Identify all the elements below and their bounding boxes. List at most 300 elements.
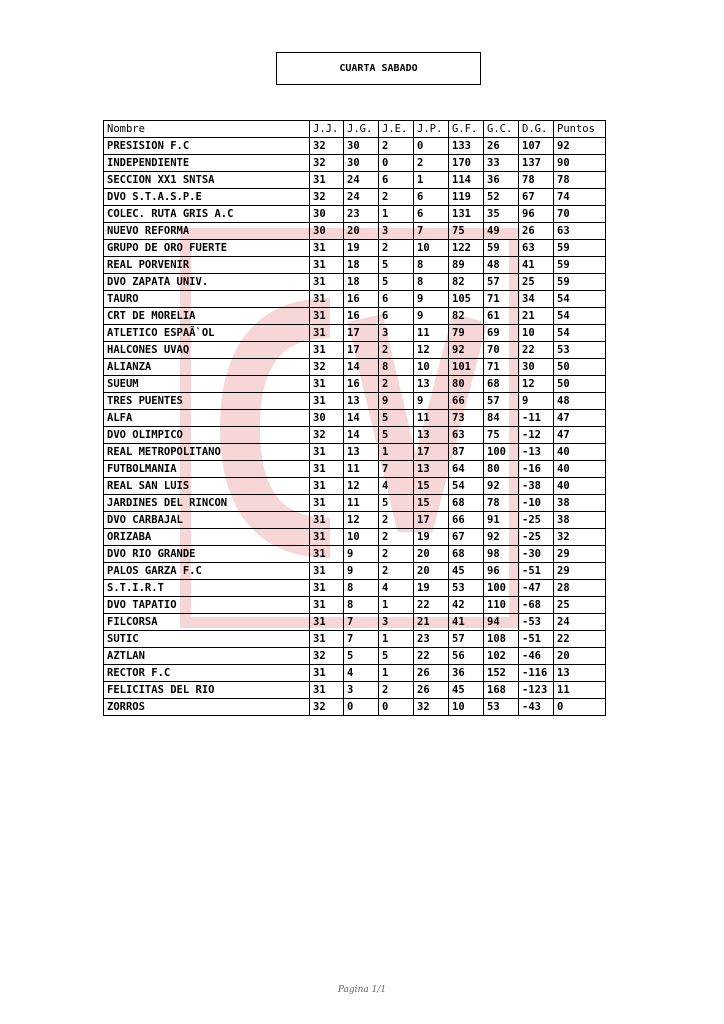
stat-cell: 35: [484, 206, 519, 223]
stat-cell: 2: [379, 682, 414, 699]
table-row: [104, 223, 606, 240]
stat-cell: 1: [414, 172, 449, 189]
stat-cell: 3: [379, 614, 414, 631]
stat-cell: 137: [519, 155, 554, 172]
stat-cell: 32: [310, 648, 344, 665]
stat-cell: 10: [414, 359, 449, 376]
stat-cell: 75: [484, 427, 519, 444]
stat-cell: 53: [554, 342, 606, 359]
stat-cell: 23: [414, 631, 449, 648]
stat-cell: 68: [449, 546, 484, 563]
stat-cell: 15: [414, 495, 449, 512]
stat-cell: 92: [484, 529, 519, 546]
stat-cell: 45: [449, 682, 484, 699]
table-row: [104, 410, 606, 427]
team-name-cell: INDEPENDIENTE: [104, 155, 310, 172]
stat-cell: 98: [484, 546, 519, 563]
stat-cell: 59: [484, 240, 519, 257]
stat-cell: 25: [519, 274, 554, 291]
stat-cell: 9: [519, 393, 554, 410]
stat-cell: 16: [344, 291, 379, 308]
stat-cell: 12: [519, 376, 554, 393]
stat-cell: 26: [414, 665, 449, 682]
team-name-cell: DVO TAPATIO: [104, 597, 310, 614]
stat-cell: 22: [414, 648, 449, 665]
stat-cell: 8: [379, 359, 414, 376]
stat-cell: 9: [344, 546, 379, 563]
team-name-cell: REAL METROPOLITANO: [104, 444, 310, 461]
table-row: [104, 308, 606, 325]
stat-cell: 0: [379, 699, 414, 716]
stat-cell: 16: [344, 308, 379, 325]
team-name-cell: TAURO: [104, 291, 310, 308]
stat-cell: 5: [379, 495, 414, 512]
stat-cell: 53: [484, 699, 519, 716]
stat-cell: 2: [379, 189, 414, 206]
table-row: [104, 155, 606, 172]
stat-cell: 2: [379, 240, 414, 257]
stat-cell: 67: [519, 189, 554, 206]
stat-cell: 17: [344, 325, 379, 342]
stat-cell: 4: [344, 665, 379, 682]
stat-cell: 68: [484, 376, 519, 393]
stat-cell: 24: [344, 189, 379, 206]
stat-cell: 32: [554, 529, 606, 546]
stat-cell: 79: [449, 325, 484, 342]
stat-cell: -11: [519, 410, 554, 427]
stat-cell: 24: [554, 614, 606, 631]
team-name-cell: ALIANZA: [104, 359, 310, 376]
stat-cell: -25: [519, 529, 554, 546]
stat-cell: 13: [414, 376, 449, 393]
table-row: [104, 546, 606, 563]
stat-cell: 59: [554, 257, 606, 274]
table-row: [104, 682, 606, 699]
stat-cell: 9: [414, 393, 449, 410]
stat-cell: -53: [519, 614, 554, 631]
stat-cell: 78: [554, 172, 606, 189]
stat-cell: 119: [449, 189, 484, 206]
stat-cell: 30: [344, 138, 379, 155]
table-row: [104, 172, 606, 189]
stat-cell: 14: [344, 427, 379, 444]
stat-cell: 8: [344, 597, 379, 614]
stat-cell: 17: [414, 512, 449, 529]
stat-cell: 12: [344, 512, 379, 529]
stat-cell: 108: [484, 631, 519, 648]
column-header: J.P.: [414, 121, 449, 138]
stat-cell: 31: [310, 597, 344, 614]
stat-cell: 54: [554, 291, 606, 308]
stat-cell: 32: [310, 155, 344, 172]
stat-cell: 21: [519, 308, 554, 325]
team-name-cell: SUEUM: [104, 376, 310, 393]
stat-cell: 2: [379, 529, 414, 546]
stat-cell: 71: [484, 291, 519, 308]
stat-cell: 2: [379, 563, 414, 580]
team-name-cell: ORIZABA: [104, 529, 310, 546]
stat-cell: 96: [519, 206, 554, 223]
table-row: [104, 512, 606, 529]
stat-cell: -51: [519, 631, 554, 648]
stat-cell: 0: [414, 138, 449, 155]
team-name-cell: TRES PUENTES: [104, 393, 310, 410]
stat-cell: 87: [449, 444, 484, 461]
stat-cell: 25: [554, 597, 606, 614]
stat-cell: 13: [414, 427, 449, 444]
stat-cell: 31: [310, 274, 344, 291]
stat-cell: 47: [554, 410, 606, 427]
stat-cell: 82: [449, 308, 484, 325]
stat-cell: 31: [310, 240, 344, 257]
stat-cell: 70: [554, 206, 606, 223]
stat-cell: 31: [310, 461, 344, 478]
stat-cell: 30: [310, 223, 344, 240]
stat-cell: 66: [449, 512, 484, 529]
stat-cell: 32: [310, 699, 344, 716]
stat-cell: 78: [484, 495, 519, 512]
stat-cell: 100: [484, 580, 519, 597]
stat-cell: 122: [449, 240, 484, 257]
stat-cell: 23: [344, 206, 379, 223]
stat-cell: -46: [519, 648, 554, 665]
stat-cell: 131: [449, 206, 484, 223]
table-row: [104, 699, 606, 716]
stat-cell: 74: [554, 189, 606, 206]
stat-cell: 17: [414, 444, 449, 461]
stat-cell: 19: [414, 529, 449, 546]
table-row: [104, 495, 606, 512]
table-row: [104, 359, 606, 376]
team-name-cell: GRUPO DE ORO FUERTE: [104, 240, 310, 257]
stat-cell: 2: [414, 155, 449, 172]
stat-cell: 66: [449, 393, 484, 410]
table-row: [104, 427, 606, 444]
stat-cell: 20: [414, 563, 449, 580]
stat-cell: 80: [449, 376, 484, 393]
stat-cell: 6: [379, 291, 414, 308]
stat-cell: 9: [414, 308, 449, 325]
stat-cell: 84: [484, 410, 519, 427]
stat-cell: 90: [554, 155, 606, 172]
stat-cell: 168: [484, 682, 519, 699]
stat-cell: 56: [449, 648, 484, 665]
stat-cell: 48: [554, 393, 606, 410]
table-row: [104, 257, 606, 274]
stat-cell: 29: [554, 563, 606, 580]
stat-cell: 100: [484, 444, 519, 461]
team-name-cell: AZTLAN: [104, 648, 310, 665]
table-row: [104, 563, 606, 580]
column-header: Nombre: [104, 121, 310, 138]
table-row: [104, 376, 606, 393]
table-row: [104, 580, 606, 597]
stat-cell: -51: [519, 563, 554, 580]
stat-cell: -43: [519, 699, 554, 716]
stat-cell: 30: [519, 359, 554, 376]
stat-cell: 31: [310, 325, 344, 342]
stat-cell: 32: [310, 359, 344, 376]
stat-cell: 41: [449, 614, 484, 631]
stat-cell: 2: [379, 512, 414, 529]
table-row: [104, 342, 606, 359]
stat-cell: 48: [484, 257, 519, 274]
stat-cell: 105: [449, 291, 484, 308]
stat-cell: 12: [344, 478, 379, 495]
stat-cell: 7: [379, 461, 414, 478]
stat-cell: 24: [344, 172, 379, 189]
stat-cell: 33: [484, 155, 519, 172]
stat-cell: 17: [344, 342, 379, 359]
table-row: [104, 529, 606, 546]
stat-cell: 36: [449, 665, 484, 682]
table-row: [104, 138, 606, 155]
stat-cell: 2: [379, 546, 414, 563]
stat-cell: 59: [554, 274, 606, 291]
stat-cell: 6: [379, 172, 414, 189]
stat-cell: 8: [414, 274, 449, 291]
stat-cell: 50: [554, 376, 606, 393]
stat-cell: 1: [379, 597, 414, 614]
stat-cell: 13: [344, 444, 379, 461]
team-name-cell: DVO S.T.A.S.P.E: [104, 189, 310, 206]
stat-cell: 20: [414, 546, 449, 563]
standings-table: [103, 120, 606, 716]
stat-cell: 19: [344, 240, 379, 257]
stat-cell: 45: [449, 563, 484, 580]
team-name-cell: FUTBOLMANIA: [104, 461, 310, 478]
stat-cell: 31: [310, 614, 344, 631]
stat-cell: 11: [344, 495, 379, 512]
table-row: [104, 206, 606, 223]
stat-cell: 31: [310, 512, 344, 529]
stat-cell: -116: [519, 665, 554, 682]
stat-cell: 5: [379, 427, 414, 444]
table-row: [104, 393, 606, 410]
stat-cell: 18: [344, 257, 379, 274]
stat-cell: 31: [310, 495, 344, 512]
stat-cell: 96: [484, 563, 519, 580]
stat-cell: 26: [519, 223, 554, 240]
stat-cell: 1: [379, 665, 414, 682]
stat-cell: 7: [344, 631, 379, 648]
stat-cell: 31: [310, 563, 344, 580]
column-header: G.C.: [484, 121, 519, 138]
stat-cell: 15: [414, 478, 449, 495]
stat-cell: 110: [484, 597, 519, 614]
stat-cell: 32: [310, 189, 344, 206]
stat-cell: 9: [414, 291, 449, 308]
stat-cell: 20: [344, 223, 379, 240]
stat-cell: 152: [484, 665, 519, 682]
column-header: J.E.: [379, 121, 414, 138]
stat-cell: 71: [484, 359, 519, 376]
team-name-cell: FELICITAS DEL RIO: [104, 682, 310, 699]
stat-cell: 69: [484, 325, 519, 342]
stat-cell: 63: [554, 223, 606, 240]
stat-cell: -30: [519, 546, 554, 563]
stat-cell: 22: [519, 342, 554, 359]
stat-cell: -123: [519, 682, 554, 699]
stat-cell: 53: [449, 580, 484, 597]
stat-cell: 29: [554, 546, 606, 563]
stat-cell: 32: [310, 427, 344, 444]
stat-cell: 94: [484, 614, 519, 631]
stat-cell: 30: [310, 206, 344, 223]
stat-cell: 11: [414, 325, 449, 342]
column-header: J.J.: [310, 121, 344, 138]
team-name-cell: S.T.I.R.T: [104, 580, 310, 597]
stat-cell: 114: [449, 172, 484, 189]
stat-cell: 11: [414, 410, 449, 427]
stat-cell: 31: [310, 172, 344, 189]
team-name-cell: ZORROS: [104, 699, 310, 716]
stat-cell: -13: [519, 444, 554, 461]
stat-cell: 89: [449, 257, 484, 274]
stat-cell: 92: [484, 478, 519, 495]
stat-cell: 31: [310, 580, 344, 597]
stat-cell: 10: [414, 240, 449, 257]
stat-cell: 5: [344, 648, 379, 665]
stat-cell: 11: [344, 461, 379, 478]
stat-cell: 12: [414, 342, 449, 359]
stat-cell: 6: [414, 189, 449, 206]
stat-cell: 40: [554, 461, 606, 478]
stat-cell: 34: [519, 291, 554, 308]
stat-cell: 0: [344, 699, 379, 716]
stat-cell: 133: [449, 138, 484, 155]
team-name-cell: DVO ZAPATA UNIV.: [104, 274, 310, 291]
stat-cell: 40: [554, 444, 606, 461]
stat-cell: 9: [344, 563, 379, 580]
stat-cell: 14: [344, 359, 379, 376]
stat-cell: 82: [449, 274, 484, 291]
stat-cell: -10: [519, 495, 554, 512]
stat-cell: 1: [379, 444, 414, 461]
column-header: D.G.: [519, 121, 554, 138]
stat-cell: 3: [379, 223, 414, 240]
stat-cell: 31: [310, 257, 344, 274]
stat-cell: 49: [484, 223, 519, 240]
stat-cell: 19: [414, 580, 449, 597]
stat-cell: 31: [310, 376, 344, 393]
stat-cell: 64: [449, 461, 484, 478]
stat-cell: 16: [344, 376, 379, 393]
table-row: [104, 648, 606, 665]
stat-cell: 0: [554, 699, 606, 716]
stat-cell: 1: [379, 206, 414, 223]
stat-cell: -68: [519, 597, 554, 614]
team-name-cell: DVO OLIMPICO: [104, 427, 310, 444]
stat-cell: 22: [554, 631, 606, 648]
team-name-cell: HALCONES UVAQ: [104, 342, 310, 359]
stat-cell: 13: [344, 393, 379, 410]
table-row: [104, 240, 606, 257]
stat-cell: 61: [484, 308, 519, 325]
table-row: [104, 665, 606, 682]
stat-cell: 1: [379, 631, 414, 648]
stat-cell: 22: [414, 597, 449, 614]
stat-cell: 7: [414, 223, 449, 240]
stat-cell: 14: [344, 410, 379, 427]
table-body: [104, 138, 606, 716]
stat-cell: 31: [310, 682, 344, 699]
stat-cell: 38: [554, 495, 606, 512]
stat-cell: 3: [379, 325, 414, 342]
team-name-cell: NUEVO REFORMA: [104, 223, 310, 240]
stat-cell: 2: [379, 342, 414, 359]
stat-cell: 80: [484, 461, 519, 478]
column-header: J.G.: [344, 121, 379, 138]
team-name-cell: DVO CARBAJAL: [104, 512, 310, 529]
table-row: [104, 291, 606, 308]
stat-cell: 68: [449, 495, 484, 512]
stat-cell: 31: [310, 444, 344, 461]
page-title: CUARTA SABADO: [276, 52, 481, 85]
stat-cell: 73: [449, 410, 484, 427]
team-name-cell: JARDINES DEL RINCON: [104, 495, 310, 512]
stat-cell: 31: [310, 546, 344, 563]
stat-cell: 91: [484, 512, 519, 529]
table-row: [104, 597, 606, 614]
table-row: [104, 325, 606, 342]
team-name-cell: REAL SAN LUIS: [104, 478, 310, 495]
team-name-cell: CRT DE MORELIA: [104, 308, 310, 325]
team-name-cell: FILCORSA: [104, 614, 310, 631]
stat-cell: 59: [554, 240, 606, 257]
team-name-cell: COLEC. RUTA GRIS A.C: [104, 206, 310, 223]
team-name-cell: REAL PORVENIR: [104, 257, 310, 274]
column-header: Puntos: [554, 121, 606, 138]
stat-cell: 9: [379, 393, 414, 410]
stat-cell: 92: [449, 342, 484, 359]
stat-cell: 78: [519, 172, 554, 189]
stat-cell: -25: [519, 512, 554, 529]
stat-cell: 38: [554, 512, 606, 529]
stat-cell: 26: [414, 682, 449, 699]
team-name-cell: ATLETICO ESPAÃ`OL: [104, 325, 310, 342]
stat-cell: -16: [519, 461, 554, 478]
stat-cell: 5: [379, 274, 414, 291]
stat-cell: 18: [344, 274, 379, 291]
stat-cell: 54: [554, 325, 606, 342]
stat-cell: 30: [344, 155, 379, 172]
stat-cell: 63: [519, 240, 554, 257]
stat-cell: 31: [310, 291, 344, 308]
team-name-cell: DVO RIO GRANDE: [104, 546, 310, 563]
stat-cell: 10: [519, 325, 554, 342]
table-row: [104, 461, 606, 478]
stat-cell: 70: [484, 342, 519, 359]
stat-cell: 54: [449, 478, 484, 495]
stat-cell: 2: [379, 376, 414, 393]
stat-cell: 3: [344, 682, 379, 699]
stat-cell: 31: [310, 342, 344, 359]
table-header-row: [104, 121, 606, 138]
stat-cell: -47: [519, 580, 554, 597]
stat-cell: 26: [484, 138, 519, 155]
table-row: [104, 189, 606, 206]
stat-cell: 21: [414, 614, 449, 631]
table-row: [104, 478, 606, 495]
stat-cell: 31: [310, 529, 344, 546]
stat-cell: 42: [449, 597, 484, 614]
team-name-cell: RECTOR F.C: [104, 665, 310, 682]
stat-cell: 6: [379, 308, 414, 325]
stat-cell: 50: [554, 359, 606, 376]
stat-cell: 75: [449, 223, 484, 240]
stat-cell: 36: [484, 172, 519, 189]
